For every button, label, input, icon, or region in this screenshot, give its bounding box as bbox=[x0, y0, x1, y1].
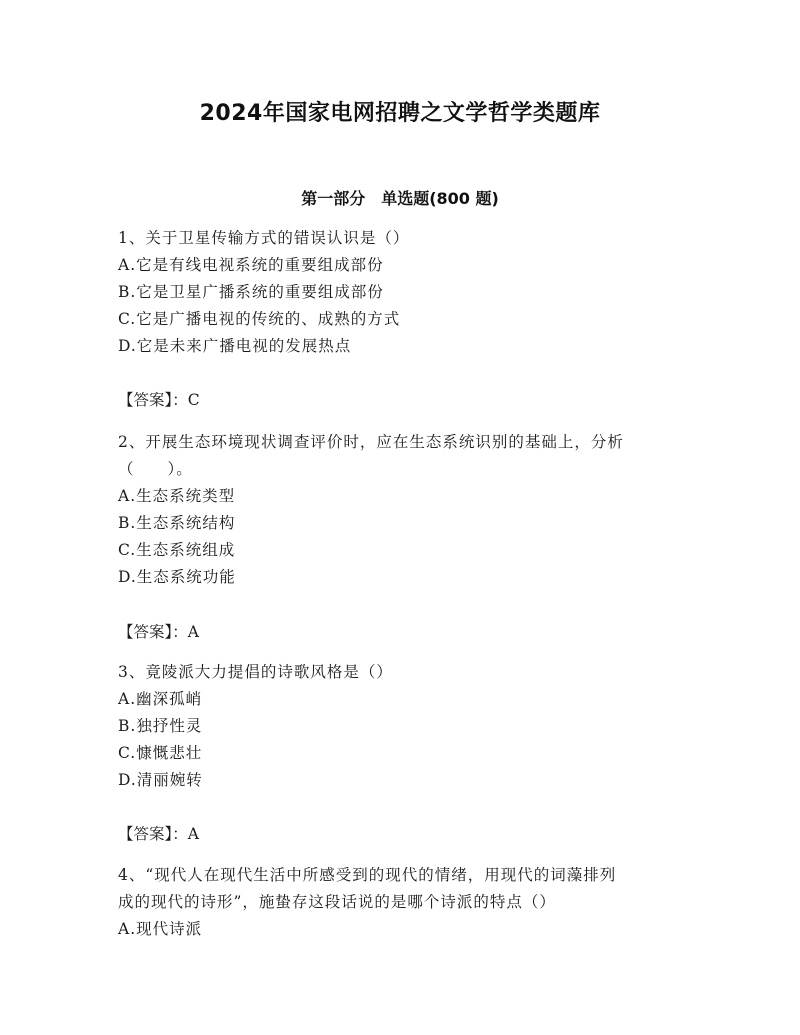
question-3-stem: 3、竟陵派大力提倡的诗歌风格是（） bbox=[118, 663, 393, 681]
question-2-option-d: D.生态系统功能 bbox=[118, 568, 236, 586]
question-4-option-a: A.现代诗派 bbox=[118, 920, 203, 938]
question-1-option-d: D.它是未来广播电视的发展热点 bbox=[118, 337, 352, 355]
question-3-option-b: B.独抒性灵 bbox=[118, 717, 203, 735]
question-2-answer: 【答案】：A bbox=[118, 623, 199, 641]
question-1-stem: 1、关于卫星传输方式的错误认识是（） bbox=[118, 229, 410, 247]
question-2-option-a: A.生态系统类型 bbox=[118, 487, 236, 505]
question-2-option-b: B.生态系统结构 bbox=[118, 514, 236, 532]
question-3-answer: 【答案】：A bbox=[118, 825, 199, 843]
question-1-option-a: A.它是有线电视系统的重要组成部份 bbox=[118, 256, 384, 274]
question-1-option-b: B.它是卫星广播系统的重要组成部份 bbox=[118, 283, 384, 301]
section-heading: 第一部分 单选题(800 题) bbox=[301, 189, 499, 208]
question-3-option-a: A.幽深孤峭 bbox=[118, 690, 203, 708]
question-4-stem-line-2: 成的现代的诗形”，施蛰存这段话说的是哪个诗派的特点（） bbox=[118, 893, 556, 911]
question-4-stem-line-1: 4、“现代人在现代生活中所感受到的现代的情绪，用现代的词藻排列 bbox=[118, 866, 617, 884]
question-2-stem-line-2: （ ）。 bbox=[118, 460, 193, 478]
question-2-option-c: C.生态系统组成 bbox=[118, 541, 236, 559]
question-2-stem-line-1: 2、开展生态环境现状调查评价时，应在生态系统识别的基础上，分析 bbox=[118, 433, 624, 451]
question-1-answer: 【答案】：C bbox=[118, 391, 200, 409]
question-3-option-d: D.清丽婉转 bbox=[118, 771, 203, 789]
question-3-option-c: C.慷慨悲壮 bbox=[118, 744, 203, 762]
question-1-option-c: C.它是广播电视的传统的、成熟的方式 bbox=[118, 310, 401, 328]
document-title: 2024年国家电网招聘之文学哲学类题库 bbox=[199, 101, 601, 126]
